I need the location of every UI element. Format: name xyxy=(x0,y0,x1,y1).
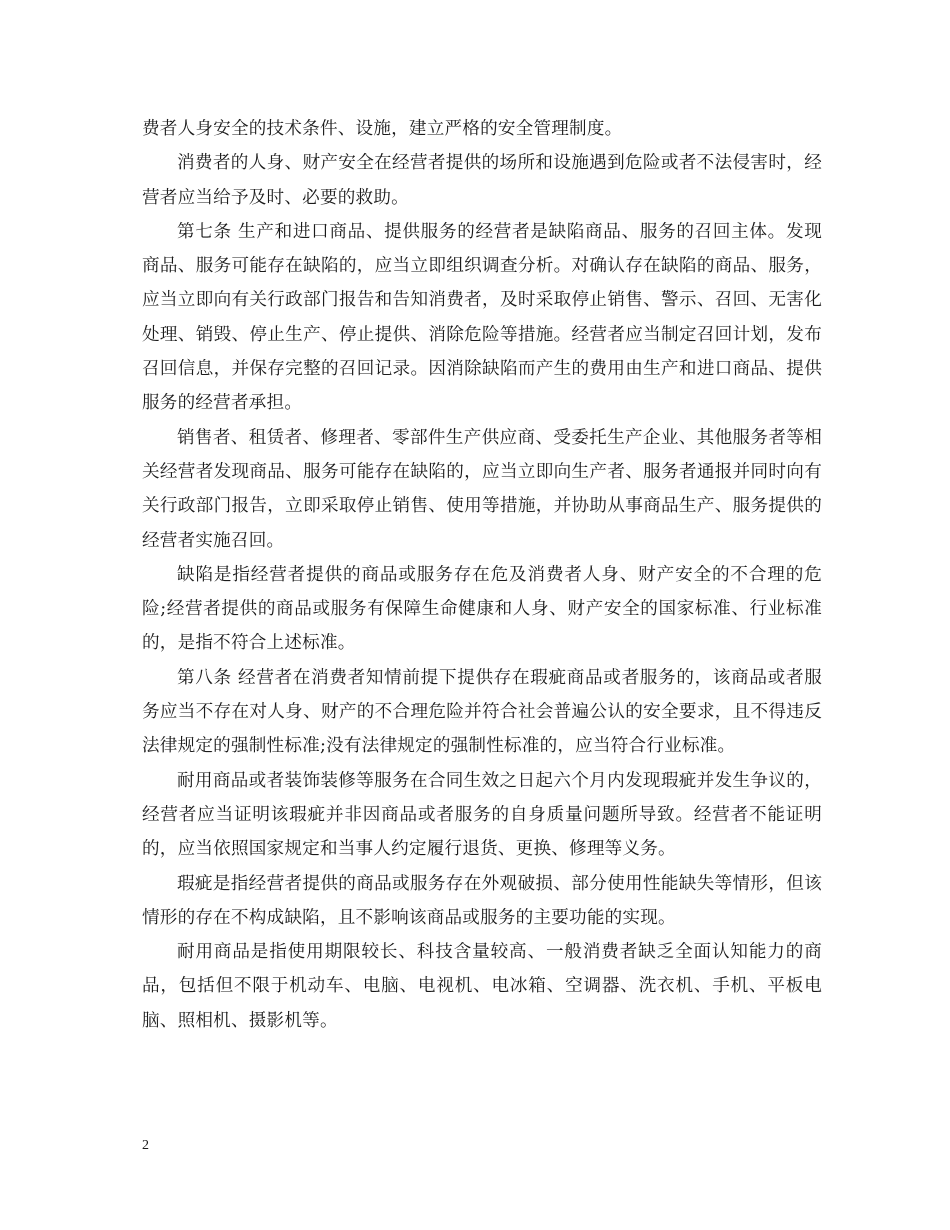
paragraph-article-7: 第七条 生产和进口商品、提供服务的经营者是缺陷商品、服务的召回主体。发现商品、服务可能存在缺陷的，应当立即组织调查分析。对确认存在缺陷的商品、服务，应当立即向有关行政部门报告和告知消费者，及时采取停止销售、警示、召回、无害化处理、销毁、停止生产、停止提供、消除危险等措施。经营者应当制定召回计划，发布召回信息，并保存完整的召回记录。因消除缺陷而产生的费用由生产和进口商品、提供服务的经营者承担。 xyxy=(142,221,822,414)
paragraph-continued: 费者人身安全的技术条件、设施，建立严格的安全管理制度。 xyxy=(142,119,623,139)
paragraph-defect-definition: 缺陷是指经营者提供的商品或服务存在危及消费者人身、财产安全的不合理的危险;经营者提供的商品或服务有保障生命健康和人身、财产安全的国家标准、行业标准的，是指不符合上述标准。 xyxy=(142,564,822,654)
paragraph-article-8: 第八条 经营者在消费者知情前提下提供存在瑕疵商品或者服务的，该商品或者服务应当不存在对人身、财产的不合理危险并符合社会普遍公认的安全要求，且不得违反法律规定的强制性标准;没有法律规定的强制性标准的，应当符合行业标准。 xyxy=(142,667,822,757)
document-body xyxy=(142,112,822,1038)
paragraph: 销售者、租赁者、修理者、零部件生产供应商、受委托生产企业、其他服务者等相关经营者发现商品、服务可能存在缺陷的，应当立即向生产者、服务者通报并同时向有关行政部门报告，立即采取停止销售、使用等措施，并协助从事商品生产、服务提供的经营者实施召回。 xyxy=(142,427,822,551)
paragraph-durable-goods-definition: 耐用商品是指使用期限较长、科技含量较高、一般消费者缺乏全面认知能力的商品，包括但不限于机动车、电脑、电视机、电冰箱、空调器、洗衣机、手机、平板电脑、照相机、摄影机等。 xyxy=(142,942,822,1031)
paragraph: 耐用商品或者装饰装修等服务在合同生效之日起六个月内发现瑕疵并发生争议的，经营者应当证明该瑕疵并非因商品或者服务的自身质量问题所导致。经营者不能证明的，应当依照国家规定和当事人约定履行退货、更换、修理等义务。 xyxy=(142,770,822,860)
paragraph-flaw-definition: 瑕疵是指经营者提供的商品或服务存在外观破损、部分使用性能缺失等情形，但该情形的存在不构成缺陷，且不影响该商品或服务的主要功能的实现。 xyxy=(142,873,822,928)
page-number: 2 xyxy=(142,1138,149,1153)
paragraph: 消费者的人身、财产安全在经营者提供的场所和设施遇到危险或者不法侵害时，经营者应当给予及时、必要的救助。 xyxy=(142,153,822,208)
